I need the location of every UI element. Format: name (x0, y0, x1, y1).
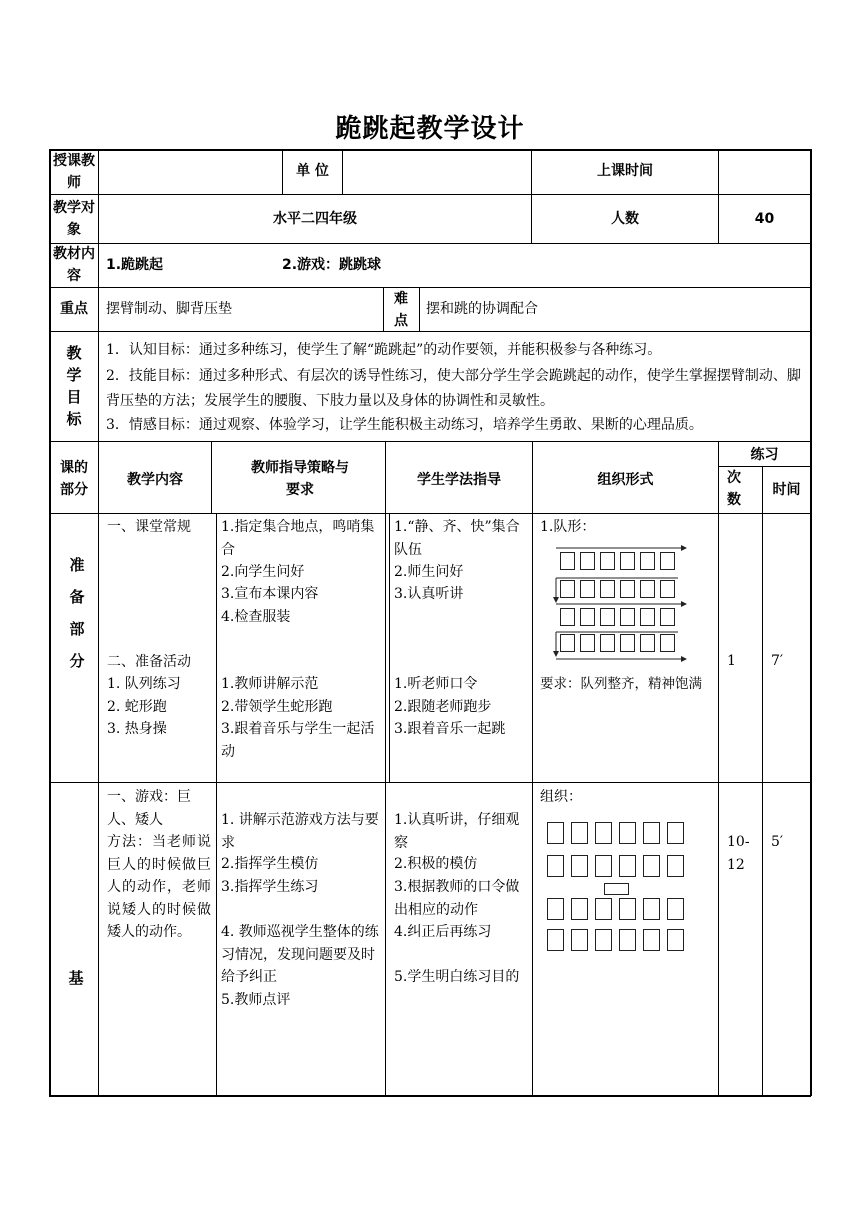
teacher-marker (604, 883, 629, 895)
basic-org-label: 组织： (540, 789, 582, 805)
key-value: 摆臂制动、脚背压垫 (106, 301, 232, 317)
difficulty-value: 摆和跳的协调配合 (426, 301, 538, 317)
basic-duration: 5′ (771, 834, 784, 850)
formation-row (560, 552, 680, 570)
prep-teacher-item: 3.跟着音乐与学生一起活动 (221, 721, 375, 760)
prep-duration: 7′ (771, 653, 784, 669)
prep-content-item: 2. 蛇形跑 (107, 699, 167, 715)
basic-content-method: 方法：当老师说巨人的时候做巨人的动作，老师说矮人的时候做矮人的动作。 (107, 834, 211, 940)
difficulty-label: 难点 (394, 291, 408, 329)
formation-row (560, 634, 680, 652)
target-value: 水平二四年级 (273, 211, 357, 227)
count-label: 人数 (611, 211, 639, 227)
game-row (547, 929, 691, 951)
prep-content-item: 1. 队列练习 (107, 676, 181, 692)
prep-student-item: 2.师生问好 (394, 564, 464, 580)
goal-affective: 3．情感目标：通过观察、体验学习，让学生能积极主动练习，培养学生勇敢、果断的心理品质。 (106, 417, 703, 433)
prep-teacher-item: 2.向学生问好 (221, 564, 305, 580)
count-value: 40 (754, 211, 775, 227)
basic-student-item: 3.根据教师的口令做出相应的动作 (394, 879, 520, 918)
prep-student-item: 3.认真听讲 (394, 586, 464, 602)
basic-teacher-item: 3.指挥学生练习 (221, 879, 319, 895)
basic-teacher-item: 1. 讲解示范游戏方法与要求 (221, 812, 379, 851)
basic-teacher-item: 5.教师点评 (221, 992, 291, 1008)
basic-teacher-item: 2.指挥学生模仿 (221, 856, 319, 872)
basic-student-item: 2.积极的模仿 (394, 856, 478, 872)
formation-row (560, 608, 680, 626)
prep-times: 1 (727, 653, 736, 669)
col-org: 组织形式 (597, 472, 654, 488)
basic-student-item: 5.学生明白练习目的 (394, 969, 520, 985)
basic-content-game: 一、游戏：巨人、矮人 (107, 789, 191, 828)
game-row (547, 822, 691, 844)
key-label: 重点 (60, 301, 88, 317)
prep-org-label: 1.队形： (540, 519, 596, 535)
prep-teacher-item: 3.宣布本课内容 (221, 586, 319, 602)
goals-label: 教学目标 (66, 344, 82, 428)
game-row (547, 898, 691, 920)
col-times: 次数 (727, 470, 741, 508)
content-item-1: 1.跪跳起 (106, 257, 164, 273)
col-student: 学生学法指导 (417, 472, 501, 488)
prep-teacher-item: 1.教师讲解示范 (221, 676, 319, 692)
unit-label: 单 位 (296, 163, 329, 179)
prep-student-item: 1.“静、齐、快”集合队伍 (394, 519, 520, 558)
col-teacher: 教师指导策略与要求 (251, 460, 349, 498)
basic-times: 10-12 (727, 834, 750, 873)
prep-org-requirement: 要求：队列整齐，精神饱满 (540, 676, 702, 692)
prep-student-item: 2.跟随老师跑步 (394, 699, 492, 715)
prep-part-label: 准备部分 (69, 556, 85, 670)
prep-teacher-item: 1.指定集合地点，鸣哨集合 (221, 519, 375, 558)
prep-content-item: 3. 热身操 (107, 721, 167, 737)
col-part: 课的部分 (60, 460, 88, 498)
time-label: 上课时间 (597, 163, 653, 179)
prep-teacher-item: 4.检查服装 (221, 609, 291, 625)
basic-student-item: 1.认真听讲，仔细观察 (394, 812, 520, 851)
col-practice: 练习 (750, 447, 779, 463)
prep-student-item: 1.听老师口令 (394, 676, 478, 692)
prep-content-warmup: 二、准备活动 (107, 654, 191, 670)
col-duration: 时间 (772, 482, 801, 498)
formation-row (560, 580, 680, 598)
prep-student-item: 3.跟着音乐一起跳 (394, 721, 506, 737)
basic-part-label: 基 (68, 969, 84, 987)
target-label: 教学对象 (53, 200, 95, 238)
teacher-label: 授课教师 (53, 153, 95, 191)
basic-student-item: 4.纠正后再练习 (394, 924, 492, 940)
content-item-2: 2.游戏：跳跳球 (282, 257, 382, 273)
page-title: 跪跳起教学设计 (335, 114, 525, 144)
prep-teacher-item: 2.带领学生蛇形跑 (221, 699, 333, 715)
basic-teacher-item: 4. 教师巡视学生整体的练习情况，发现问题要及时给予纠正 (221, 924, 379, 985)
col-content: 教学内容 (127, 472, 183, 488)
game-row (547, 855, 691, 877)
goal-skill: 2．技能目标：通过多种形式、有层次的诱导性练习，使大部分学生学会跪跳起的动作，使学生掌握摆臂制动、脚背压垫的方法；发展学生的腰腹、下肢力量以及身体的协调性和灵敏性。 (106, 368, 801, 409)
prep-content-routine: 一、课堂常规 (107, 519, 191, 535)
content-label: 教材内容 (53, 246, 95, 284)
goal-cognitive: 1．认知目标：通过多种练习，使学生了解“跪跳起”的动作要领，并能积极参与各种练习。 (106, 342, 662, 358)
